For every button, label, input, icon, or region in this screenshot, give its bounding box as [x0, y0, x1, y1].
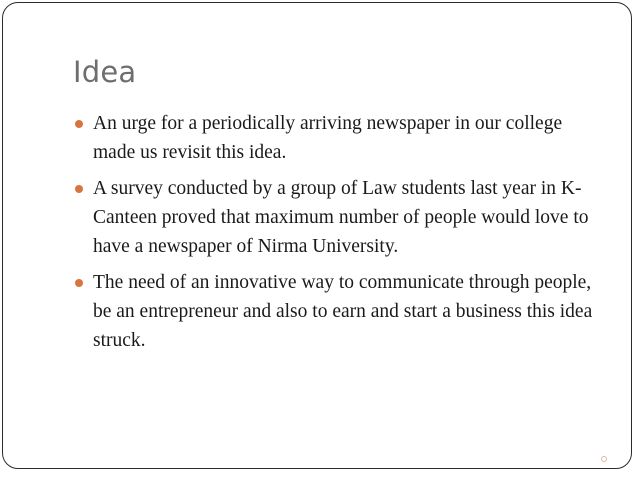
bullet-dot-icon — [75, 185, 83, 193]
bullet-list — [75, 109, 595, 362]
bullet-item — [75, 109, 595, 167]
slide-frame — [2, 2, 632, 469]
bullet-text: A survey conducted by a group of Law students last year in K-Canteen proved that maximum number of people would love to have a newspaper of Nirma University. — [93, 178, 589, 257]
bullet-dot-icon — [75, 120, 83, 128]
bullet-dot-icon — [75, 279, 83, 287]
bullet-text: The need of an innovative way to communicate through people, be an entrepreneur and also to earn and start a business this idea struck. — [93, 272, 593, 351]
slide-title: Idea — [73, 55, 137, 89]
corner-dot-icon — [601, 456, 607, 462]
bullet-item — [75, 174, 595, 261]
bullet-item — [75, 268, 595, 355]
bullet-text: An urge for a periodically arriving newspaper in our college made us revisit this idea. — [93, 113, 563, 163]
